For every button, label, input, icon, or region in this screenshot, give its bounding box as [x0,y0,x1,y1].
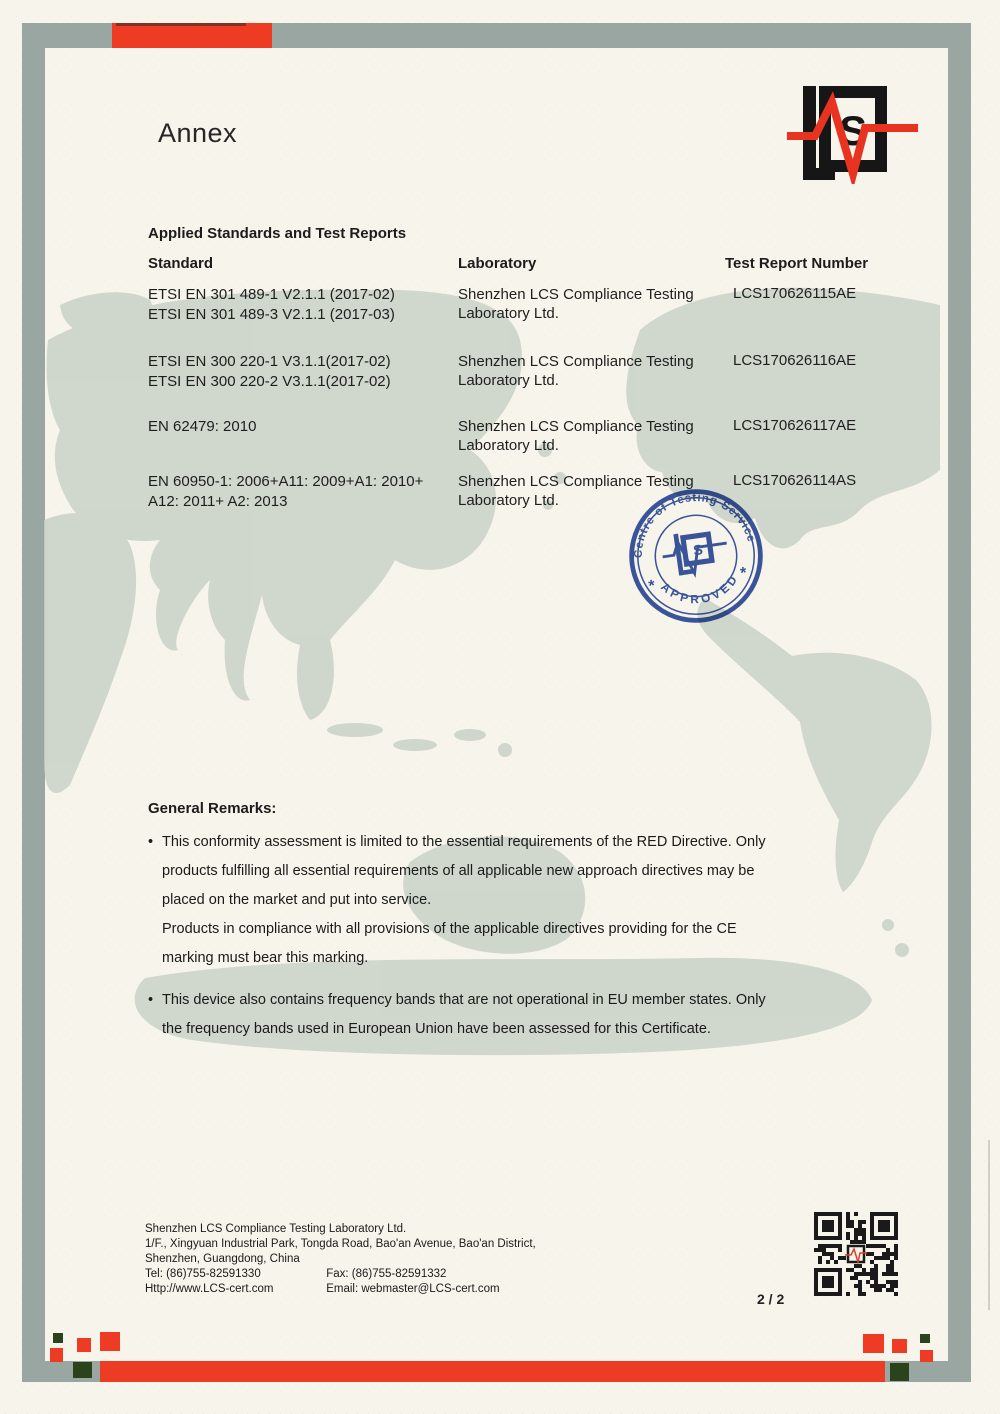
svg-text:*: * [647,576,657,596]
standard-cell: EN 62479: 2010 [148,418,257,435]
footer-website[interactable]: Http://www.LCS-cert.com [145,1283,274,1295]
decor-square [890,1363,909,1381]
bullet: • [148,992,154,1008]
remark-item: • This conformity assessment is limited to the essential requirements of the RED Directive. Only products fulfilling all essential requirements of all applicable new approach directives may be placed on the market and put into service. [148,828,860,915]
footer-block [145,1222,536,1297]
bullet: • [148,834,154,850]
report-number-cell: LCS170626114AS [733,472,857,489]
column-header-laboratory: Laboratory [458,255,537,272]
lcs-logo-icon [785,84,920,184]
section-heading: Applied Standards and Test Reports [148,225,407,242]
svg-text:S: S [838,107,868,154]
column-header-standard: Standard [148,255,214,272]
svg-text:APPROVED: APPROVED [658,570,742,607]
laboratory-cell: Shenzhen LCS Compliance Testing Laboratory Ltd. [458,353,694,389]
report-number-cell: LCS170626116AE [733,352,857,369]
decor-square [73,1362,92,1378]
footer-address-line2: Shenzhen, Guangdong, China [145,1253,300,1265]
svg-text:S: S [692,542,704,560]
remarks-title: General Remarks: [148,800,277,817]
footer-tel: Tel: (86)755-82591330 [145,1268,261,1280]
footer-email[interactable]: Email: webmaster@LCS-cert.com [326,1283,500,1295]
qr-code-icon [814,1212,898,1296]
page-number: 2 / 2 [757,1291,785,1307]
standard-cell: ETSI EN 301 489-1 V2.1.1 (2017-02) ETSI EN 301 489-3 V2.1.1 (2017-03) [148,286,395,323]
laboratory-cell: Shenzhen LCS Compliance Testing Laboratory Ltd. [458,473,694,509]
footer-company: Shenzhen LCS Compliance Testing Laboratory Ltd. [145,1223,407,1235]
laboratory-cell: Shenzhen LCS Compliance Testing Laboratory Ltd. [458,286,694,322]
standard-cell: ETSI EN 300 220-1 V3.1.1(2017-02) ETSI EN 300 220-2 V3.1.1(2017-02) [148,353,391,390]
column-header-report: Test Report Number [725,255,869,272]
laboratory-cell: Shenzhen LCS Compliance Testing Laboratory Ltd. [458,418,694,454]
svg-text:*: * [739,563,748,583]
footer-address-line1: 1/F., Xingyuan Industrial Park, Tongda Road, Bao'an Avenue, Bao'an District, [145,1238,536,1250]
report-number-cell: LCS170626115AE [733,285,857,302]
approval-stamp-icon [625,485,767,627]
remark-item: Products in compliance with all provisions of the applicable directives providing for the CE marking must bear this marking. [162,921,737,966]
footer-fax: Fax: (86)755-82591332 [326,1268,447,1280]
report-number-cell: LCS170626117AE [733,417,857,434]
standard-cell: EN 60950-1: 2006+A11: 2009+A1: 2010+ A12: 2011+ A2: 2013 [148,473,424,510]
svg-text:Centre of Testing Service: Centre of Testing Service [632,492,758,559]
remark-item: • This device also contains frequency bands that are not operational in EU member states. Only the frequency bands used in European Union have been assessed for this Certificate. [148,986,860,1044]
page-title: Annex [158,118,238,148]
